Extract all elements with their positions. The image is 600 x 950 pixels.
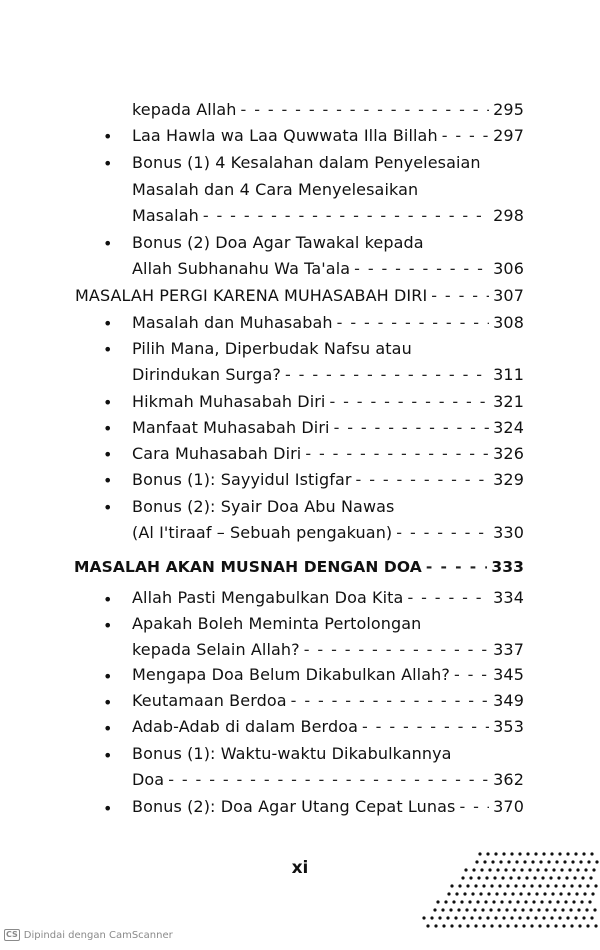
toc-entry-title: Bonus (1) 4 Kesalahan dalam Penyelesaian (132, 153, 481, 172)
toc-entry (132, 717, 524, 736)
dot-leader (396, 523, 489, 542)
toc-entry (132, 797, 524, 816)
toc-entry-page: 329 (493, 470, 524, 489)
toc-entry-title: Keutamaan Berdoa (132, 691, 287, 710)
dot-leader (426, 558, 488, 576)
toc-entry (132, 665, 524, 684)
bullet-icon: • (103, 667, 113, 686)
dot-leader (356, 470, 490, 489)
toc-entry (132, 770, 524, 789)
toc-entry-page: 345 (493, 665, 524, 684)
toc-entry-page: 321 (493, 392, 524, 411)
toc-entry-page: 370 (493, 797, 524, 816)
toc-entry (132, 640, 524, 659)
bullet-icon: • (103, 419, 113, 438)
dot-leader (431, 286, 489, 305)
toc-entry-title: Allah Pasti Mengabulkan Doa Kita (132, 588, 404, 607)
toc-entry (132, 153, 524, 172)
dot-leader (203, 206, 489, 225)
toc-section-title: MASALAH AKAN MUSNAH DENGAN DOA (74, 558, 422, 576)
toc-entry-title: Masalah (132, 206, 199, 225)
toc-entry (132, 259, 524, 278)
toc-entry (132, 100, 524, 119)
toc-entry-page: 295 (493, 100, 524, 119)
toc-entry (132, 313, 524, 332)
toc-entry (132, 365, 524, 384)
bullet-icon: • (103, 445, 113, 464)
dot-leader (241, 100, 490, 119)
toc-entry-title: Hikmah Muhasabah Diri (132, 392, 326, 411)
toc-entry-title: Laa Hawla wa Laa Quwwata Illa Billah (132, 126, 438, 145)
bullet-icon: • (103, 746, 113, 765)
toc-entry-title: (Al I'tiraaf – Sebuah pengakuan) (132, 523, 393, 542)
toc-section-heading (74, 558, 524, 576)
toc-entry (132, 392, 524, 411)
toc-entry-title: Bonus (2) Doa Agar Tawakal kepada (132, 233, 424, 252)
toc-entry-title: Doa (132, 770, 165, 789)
bullet-icon: • (103, 340, 113, 359)
toc-entry (132, 470, 524, 489)
toc-entry-title: Manfaat Muhasabah Diri (132, 418, 330, 437)
toc-entry-page: 333 (491, 558, 524, 576)
toc-entry-page: 326 (493, 444, 524, 463)
toc-entry-title: Cara Muhasabah Diri (132, 444, 302, 463)
scanner-watermark (4, 929, 173, 941)
toc-entry (132, 206, 524, 225)
scanner-watermark-text: Dipindai dengan CamScanner (23, 929, 173, 941)
toc-section-heading (75, 286, 524, 305)
toc-entry-title: Masalah dan Muhasabah (132, 313, 333, 332)
bullet-icon: • (103, 471, 113, 490)
toc-entry-title: Apakah Boleh Meminta Pertolongan (132, 614, 422, 633)
toc-entry (132, 339, 524, 358)
dot-leader (354, 259, 489, 278)
bullet-icon: • (103, 799, 113, 818)
camscanner-logo-icon: CS (6, 930, 18, 939)
dot-leader (362, 717, 489, 736)
toc-entry-page: 334 (493, 588, 524, 607)
toc-entry (132, 497, 524, 516)
toc-entry-title: kepada Allah (132, 100, 237, 119)
toc-entry (132, 444, 524, 463)
dot-leader (168, 770, 489, 789)
toc-entry-title: Adab-Adab di dalam Berdoa (132, 717, 359, 736)
toc-entry-page: 308 (493, 313, 524, 332)
page-number: xi (291, 858, 309, 878)
bullet-icon: • (103, 719, 113, 738)
toc-entry (132, 691, 524, 710)
toc-entry (132, 523, 524, 542)
toc-entry-title: Bonus (1): Sayyidul Istigfar (132, 470, 352, 489)
dot-leader (454, 665, 489, 684)
toc-entry-title: Dirindukan Surga? (132, 365, 281, 384)
toc-entry-page: 353 (493, 717, 524, 736)
bullet-icon: • (103, 616, 113, 635)
dot-leader (305, 444, 489, 463)
toc-entry (132, 126, 524, 145)
toc-entry (132, 588, 524, 607)
toc-entry (132, 744, 524, 763)
dot-leader (329, 392, 489, 411)
toc-entry (132, 180, 524, 199)
bullet-icon: • (103, 154, 113, 173)
toc-entry-title: Pilih Mana, Diperbudak Nafsu atau (132, 339, 412, 358)
decorative-dot-pattern (420, 850, 600, 930)
toc-entry-title: kepada Selain Allah? (132, 640, 300, 659)
toc-entry (132, 614, 524, 633)
toc-entry-page: 330 (493, 523, 524, 542)
bullet-icon: • (103, 693, 113, 712)
dot-leader (285, 365, 489, 384)
bullet-icon: • (103, 590, 113, 609)
bullet-icon: • (103, 498, 113, 517)
dot-leader (407, 588, 489, 607)
toc-entry-page: 311 (493, 365, 524, 384)
toc-entry-page: 324 (493, 418, 524, 437)
toc-entry-title: Bonus (2): Doa Agar Utang Cepat Lunas (132, 797, 456, 816)
dot-leader (334, 418, 490, 437)
toc-section-title: MASALAH PERGI KARENA MUHASABAH DIRI (75, 286, 428, 305)
toc-entry-page: 349 (493, 691, 524, 710)
dot-leader (291, 691, 490, 710)
bullet-icon: • (103, 127, 113, 146)
toc-entry-title: Bonus (2): Syair Doa Abu Nawas (132, 497, 395, 516)
toc-entry-title: Masalah dan 4 Cara Menyelesaikan (132, 180, 419, 199)
bullet-icon: • (103, 393, 113, 412)
bullet-icon: • (103, 234, 113, 253)
toc-entry-title: Allah Subhanahu Wa Ta'ala (132, 259, 351, 278)
bullet-icon: • (103, 314, 113, 333)
toc-entry-page: 362 (493, 770, 524, 789)
toc-entry-page: 307 (493, 286, 524, 305)
toc-entry-page: 298 (493, 206, 524, 225)
toc-entry (132, 418, 524, 437)
toc-entry-page: 337 (493, 640, 524, 659)
dot-leader (442, 126, 489, 145)
dot-leader (337, 313, 490, 332)
dot-leader (304, 640, 489, 659)
toc-entry-title: Mengapa Doa Belum Dikabulkan Allah? (132, 665, 450, 684)
toc-entry-page: 297 (493, 126, 524, 145)
toc-entry-title: Bonus (1): Waktu-waktu Dikabulkannya (132, 744, 452, 763)
toc-entry (132, 233, 524, 252)
toc-entry-page: 306 (493, 259, 524, 278)
dot-leader (459, 797, 489, 816)
